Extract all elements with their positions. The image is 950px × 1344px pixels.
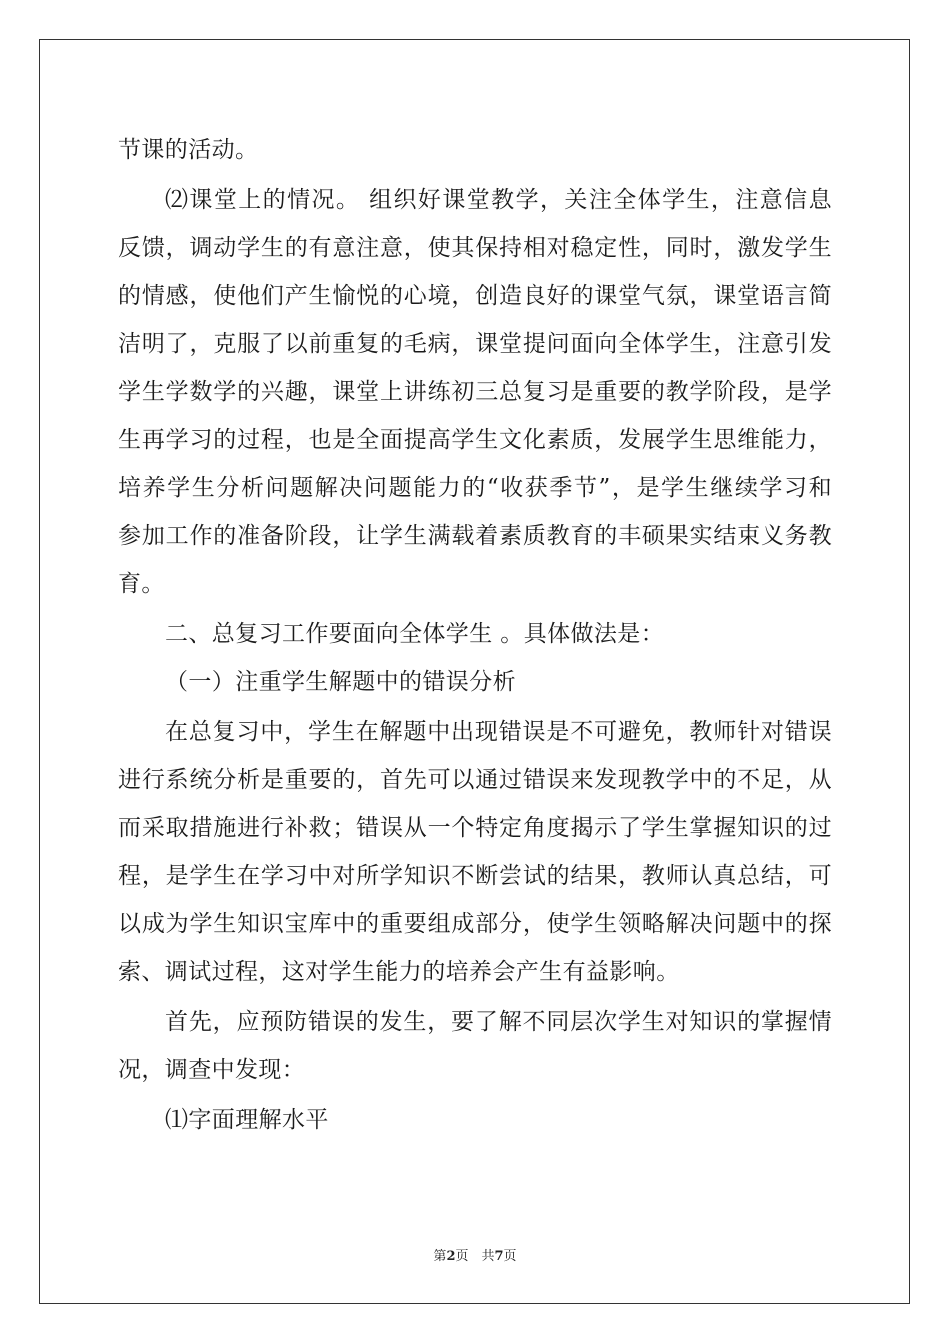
text-line: 以成为学生知识宝库中的重要组成部分，使学生领略解决问题中的探 [118,911,832,937]
text-line: 进行系统分析是重要的，首先可以通过错误来发现教学中的不足，从 [118,767,832,793]
subsection-heading: （一）注重学生解题中的错误分析 [165,669,516,695]
text-line: 洁明了，克服了以前重复的毛病，课堂提问面向全体学生，注意引发 [118,331,832,357]
text-line: 反馈，调动学生的有意注意，使其保持相对稳定性，同时，激发学生 [118,235,832,261]
text-line: 生再学习的过程，也是全面提高学生文化素质，发展学生思维能力， [118,427,832,453]
text-line: 学生学数学的兴趣，课堂上讲练初三总复习是重要的教学阶段，是学 [118,379,832,405]
text-line: 况，调查中发现： [118,1057,306,1083]
footer-suffix: 页 [503,1249,517,1264]
page-number-footer [0,1248,950,1266]
text-line: 节课的活动。 [118,137,259,163]
list-item-heading: ⑴字面理解水平 [165,1107,329,1133]
paragraph-start-line: ⑵课堂上的情况。 组织好课堂教学，关注全体学生，注意信息 [165,187,832,213]
text-line: 而采取措施进行补救；错误从一个特定角度揭示了学生掌握知识的过 [118,815,832,841]
section-heading: 二、总复习工作要面向全体学生 。具体做法是： [165,621,665,647]
text-line: 程，是学生在学习中对所学知识不断尝试的结果，教师认真总结，可 [118,863,832,889]
total-page-number: 7 [494,1249,504,1264]
paragraph-start-line: 首先，应预防错误的发生，要了解不同层次学生对知识的掌握情 [165,1009,832,1035]
text-line: 索、调试过程，这对学生能力的培养会产生有益影响。 [118,959,680,985]
text-line: 育。 [118,571,165,597]
footer-mid: 页 共 [455,1249,495,1264]
text-line: 的情感，使他们产生愉悦的心境，创造良好的课堂气氛，课堂语言简 [118,283,832,309]
text-line: 参加工作的准备阶段，让学生满载着素质教育的丰硕果实结束义务教 [118,523,832,549]
footer-prefix: 第 [433,1249,447,1264]
paragraph-start-line: 在总复习中，学生在解题中出现错误是不可避免，教师针对错误 [165,719,832,745]
current-page-number: 2 [446,1249,456,1264]
text-line: 培养学生分析问题解决问题能力的“收获季节”，是学生继续学习和 [118,475,832,501]
